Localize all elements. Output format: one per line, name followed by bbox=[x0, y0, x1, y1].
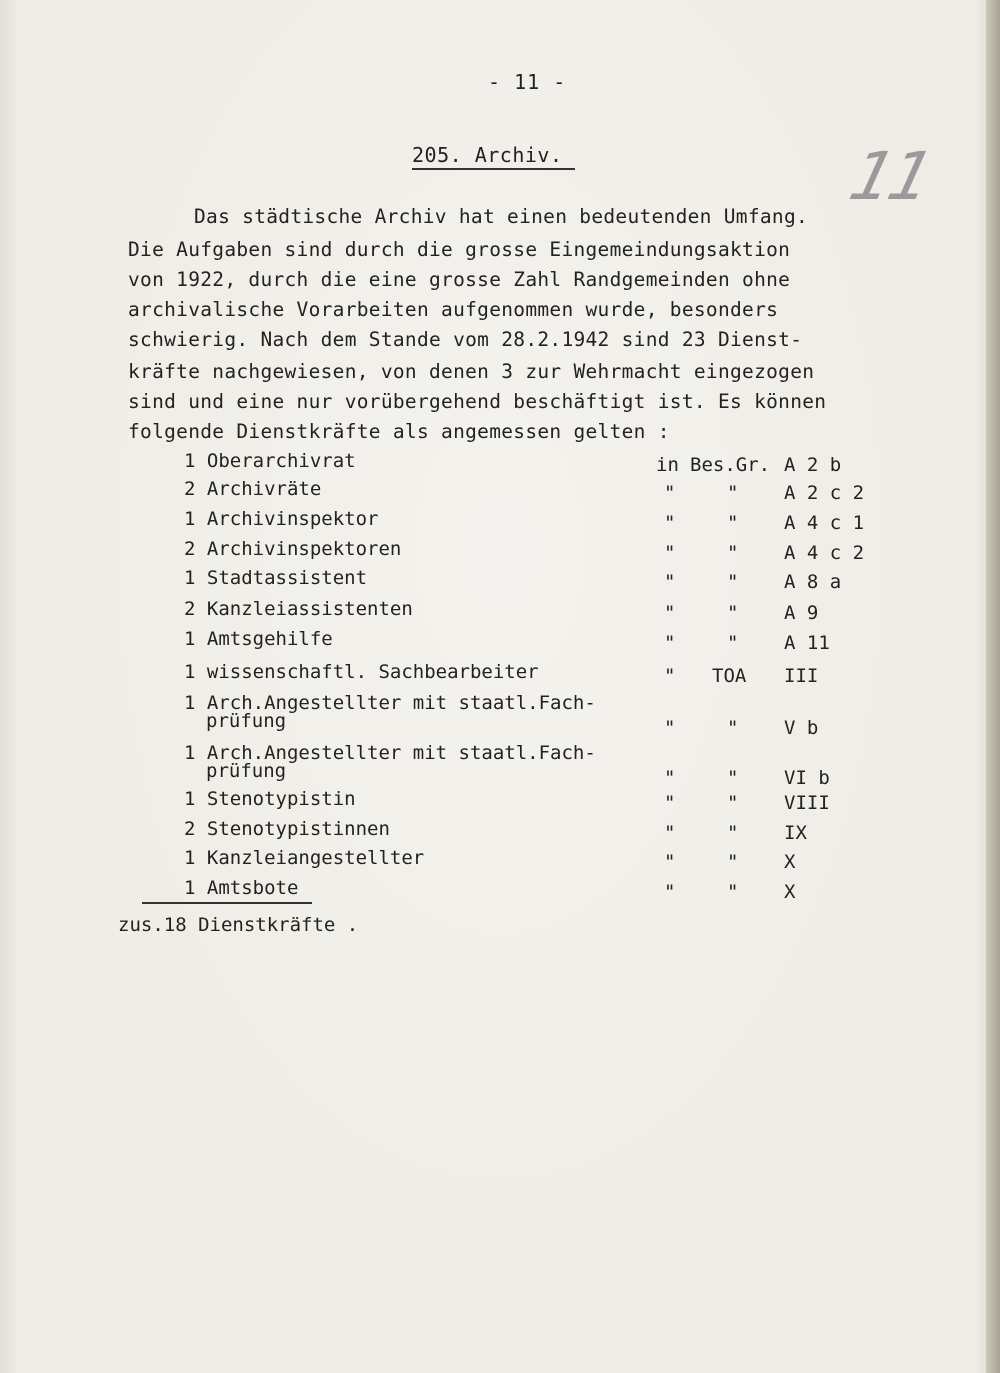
ditto-mark: " bbox=[727, 602, 739, 624]
pay-grade: X bbox=[784, 851, 796, 873]
pay-grade: VI b bbox=[784, 767, 830, 789]
staff-position-continued: prüfung bbox=[206, 760, 287, 782]
ditto-mark: " bbox=[727, 632, 739, 654]
ditto-mark: " bbox=[727, 717, 739, 739]
staff-position: 1 Amtsgehilfe bbox=[184, 628, 333, 650]
sum-line bbox=[142, 902, 312, 904]
ditto-mark: " bbox=[727, 482, 739, 504]
pay-grade: A 4 c 2 bbox=[784, 542, 865, 564]
pay-grade: A 2 b bbox=[784, 454, 842, 476]
staff-position: 1 Stenotypistin bbox=[184, 788, 356, 810]
staff-position: 1 Kanzleiangestellter bbox=[184, 847, 425, 869]
ditto-mark: " bbox=[727, 851, 739, 873]
pay-scheme-label: TOA bbox=[712, 665, 747, 687]
pay-grade: A 2 c 2 bbox=[784, 482, 865, 504]
staff-position: 1 Oberarchivrat bbox=[184, 450, 356, 472]
paragraph-line: kräfte nachgewiesen, von denen 3 zur Wehrmacht eingezogen bbox=[128, 360, 815, 383]
section-title: 205. Archiv. bbox=[412, 143, 575, 170]
paragraph-line: schwierig. Nach dem Stande vom 28.2.1942 sind 23 Dienst- bbox=[128, 328, 803, 351]
ditto-mark: " bbox=[664, 665, 676, 687]
pay-group-label: Bes.Gr. bbox=[690, 454, 771, 476]
staff-position-continued: prüfung bbox=[206, 710, 287, 732]
staff-position: 2 Archivinspektoren bbox=[184, 538, 402, 560]
staff-position: 1 Arch.Angestellter mit staatl.Fach- bbox=[184, 692, 596, 714]
ditto-mark: " bbox=[664, 482, 676, 504]
ditto-mark: " bbox=[727, 792, 739, 814]
ditto-mark: " bbox=[727, 767, 739, 789]
staff-position: 1 Arch.Angestellter mit staatl.Fach- bbox=[184, 742, 596, 764]
ditto-mark: " bbox=[727, 881, 739, 903]
staff-position: 2 Stenotypistinnen bbox=[184, 818, 390, 840]
staff-position: 1 Archivinspektor bbox=[184, 508, 379, 530]
ditto-mark: " bbox=[664, 632, 676, 654]
paragraph-line: archivalische Vorarbeiten aufgenommen wurde, besonders bbox=[128, 298, 779, 321]
staff-position: 2 Kanzleiassistenten bbox=[184, 598, 413, 620]
pay-grade: A 9 bbox=[784, 602, 819, 624]
ditto-mark: " bbox=[727, 822, 739, 844]
ditto-mark: " bbox=[727, 512, 739, 534]
paragraph-line: Die Aufgaben sind durch die grosse Eingemeindungsaktion bbox=[128, 238, 791, 261]
ditto-mark: " bbox=[664, 542, 676, 564]
ditto-mark: " bbox=[664, 792, 676, 814]
pencil-page-number: 11 bbox=[842, 138, 938, 215]
pay-grade: A 11 bbox=[784, 632, 830, 654]
ditto-mark: " bbox=[664, 512, 676, 534]
ditto-mark: " bbox=[664, 767, 676, 789]
pay-grade: A 4 c 1 bbox=[784, 512, 865, 534]
page-edge-shadow bbox=[986, 0, 1000, 1373]
staff-position: 1 Amtsbote bbox=[184, 877, 299, 899]
pay-grade: A 8 a bbox=[784, 571, 842, 593]
staff-total: zus.18 Dienstkräfte . bbox=[118, 914, 359, 936]
staff-position: 2 Archivräte bbox=[184, 478, 322, 500]
pay-grade: VIII bbox=[784, 792, 830, 814]
ditto-mark: " bbox=[664, 851, 676, 873]
pay-grade: V b bbox=[784, 717, 819, 739]
paragraph-line: sind und eine nur vorübergehend beschäftigt ist. Es können bbox=[128, 390, 827, 413]
ditto-mark: " bbox=[664, 571, 676, 593]
paragraph-line: von 1922, durch die eine grosse Zahl Randgemeinden ohne bbox=[128, 268, 791, 291]
ditto-mark: " bbox=[664, 717, 676, 739]
pay-grade: III bbox=[784, 665, 819, 687]
pay-grade: X bbox=[784, 881, 796, 903]
ditto-mark: " bbox=[664, 822, 676, 844]
ditto-mark: " bbox=[727, 571, 739, 593]
pay-group-prefix: in bbox=[656, 454, 679, 476]
paragraph-line: folgende Dienstkräfte als angemessen gelten : bbox=[128, 420, 670, 443]
page-number: - 11 - bbox=[488, 70, 567, 94]
pay-grade: IX bbox=[784, 822, 807, 844]
staff-position: 1 wissenschaftl. Sachbearbeiter bbox=[184, 661, 539, 683]
paragraph-line: Das städtische Archiv hat einen bedeutenden Umfang. bbox=[194, 205, 809, 228]
ditto-mark: " bbox=[664, 602, 676, 624]
ditto-mark: " bbox=[727, 542, 739, 564]
staff-position: 1 Stadtassistent bbox=[184, 567, 368, 589]
ditto-mark: " bbox=[664, 881, 676, 903]
